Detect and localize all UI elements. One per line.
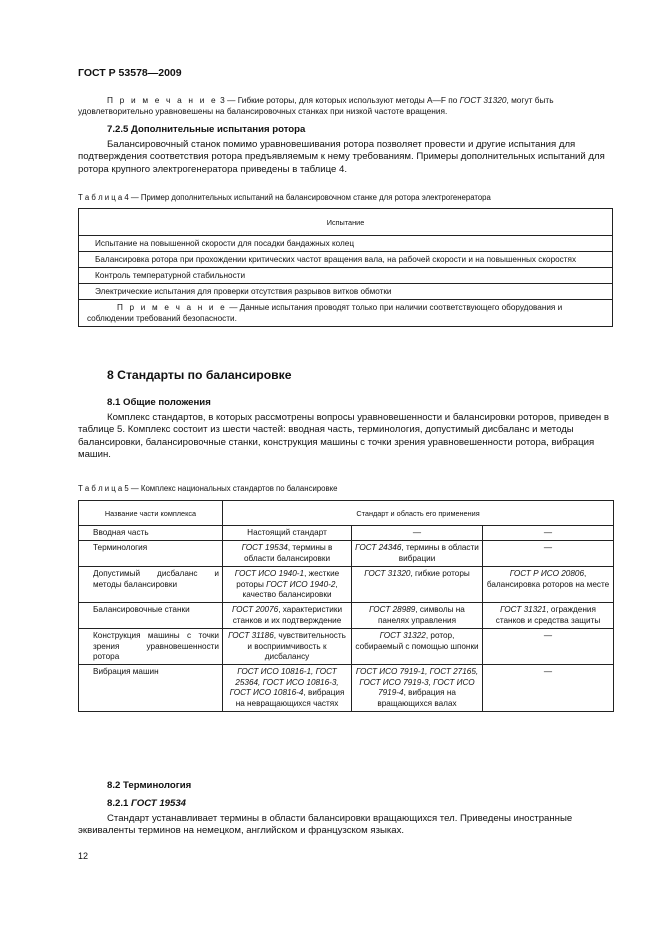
standard-scope: , термины в области вибрации <box>398 543 479 563</box>
table-5-part-name: Терминология <box>79 541 223 567</box>
standard-ref: ГОСТ 31320 <box>364 569 411 579</box>
table-4-cell: Испытание на повышенной скорости для посадки бандажных колец <box>79 236 613 252</box>
table-5-part-name: Балансировочные станки <box>79 603 223 629</box>
standard-ref: ГОСТ 19534 <box>241 543 288 553</box>
table-5-standard-cell <box>352 567 483 603</box>
standard-scope: — <box>543 528 553 537</box>
table-4-note <box>79 300 613 327</box>
table-4-row <box>79 268 613 284</box>
standard-ref: ГОСТ 20076 <box>231 605 279 615</box>
table-5-standard-cell <box>483 603 614 629</box>
table-5-part-name: Вибрация машин <box>79 665 223 712</box>
standard-scope: , балансировка роторов на месте <box>486 569 610 589</box>
standard-scope: , ограждения станков и средства защиты <box>495 605 601 625</box>
standard-scope: , чувствительность и восприимчивость к дисбалансу <box>247 631 346 662</box>
table-5-part-name: Вводная часть <box>79 526 223 541</box>
table-5-col-name: Название части комплекса <box>79 501 223 526</box>
table-4-caption: Т а б л и ц а 4 — Пример дополнительных испытаний на балансировочном станке для ротора электрогенератора <box>78 193 491 202</box>
note-3 <box>78 95 613 117</box>
standard-scope: , жесткие роторы <box>236 569 340 589</box>
table-4 <box>78 208 613 327</box>
table-5-standard-cell <box>483 629 614 665</box>
table-4-row <box>79 284 613 300</box>
standard-scope: , символы на панелях управления <box>377 605 465 625</box>
standard-scope: , характеристики станков и их подтверждение <box>232 605 343 625</box>
standard-scope: Настоящий стандарт <box>247 528 327 537</box>
table-5-row <box>79 541 614 567</box>
section-8-1-heading: 8.1 Общие положения <box>107 397 211 408</box>
table-4-cell: Электрические испытания для проверки отсутствия разрывов витков обмотки <box>79 284 613 300</box>
section-8-2-1-ref: ГОСТ 19534 <box>131 798 187 809</box>
section-8-2-heading: 8.2 Терминология <box>107 780 192 791</box>
standard-scope: , гибкие роторы <box>410 569 470 579</box>
section-8-2-1-heading <box>107 798 607 810</box>
standard-scope: , термины в области балансировки <box>243 543 333 563</box>
standard-ref: ГОСТ 28989 <box>369 605 416 615</box>
table-5-row <box>79 629 614 665</box>
table-5-standard-cell <box>223 665 352 712</box>
table-5-standard-cell <box>223 603 352 629</box>
table-5-row <box>79 567 614 603</box>
table-4-row <box>79 236 613 252</box>
table-5-standard-cell <box>223 567 352 603</box>
standard-scope: , вибрация на невращающихся частях <box>235 688 345 708</box>
table-5-col-standard: Стандарт и область его применения <box>223 501 614 526</box>
table-5-part-name: Конструкция машины с точки зрения уравновешенности ротора <box>79 629 223 665</box>
standard-scope: , качество балансировки <box>242 579 338 600</box>
table-5-standard-cell <box>483 526 614 541</box>
section-8-1-body: Комплекс стандартов, в которых рассмотрены вопросы уравновешенности и балансировки роторов, приведен в таблице 5. Комплекс состоит из шести частей: вводная часть, терминология, допустимый дисбаланс и методы балансировки, балансировочные станки, конструкция машины с точки зрения уравновешенности ротора, вибрация машин. <box>78 412 609 461</box>
section-7-2-5-body: Балансировочный станок помимо уравновешивания ротора позволяет провести и другие испытания для подтверждения соответствия ротора предъявляемым к нему требованиям. Примеры дополнительных испытаний для ротора крупного электрогенератора приведены в таблице 4. <box>78 139 605 175</box>
page-number: 12 <box>78 851 89 861</box>
table-5-row <box>79 603 614 629</box>
note-label: П р и м е ч а н и е <box>107 95 218 105</box>
section-8-2-1-body: Стандарт устанавливает термины в области балансировки вращающихся тел. Приведены иностранные эквиваленты терминов на немецком, английском и французском языках. <box>78 813 573 837</box>
standard-ref: ГОСТ ИСО 10816-1, ГОСТ 25364, ГОСТ ИСО 10816-3, ГОСТ ИСО 10816-4 <box>229 667 339 698</box>
table-5-standard-cell <box>352 541 483 567</box>
standard-ref: ГОСТ 24346 <box>355 543 402 553</box>
table-5-standard-cell <box>483 567 614 603</box>
table-5-row <box>79 526 614 541</box>
table-4-note-text: — Данные испытания проводят только при наличии соответствующего оборудования и соблюдении требований безопасности. <box>87 303 563 323</box>
table-5-standard-cell <box>352 629 483 665</box>
standard-ref: ГОСТ ИСО 1940-2 <box>266 579 336 589</box>
section-8-2-1-number: 8.2.1 <box>107 798 132 809</box>
table-4-row <box>79 252 613 268</box>
section-8-heading: 8 Стандарты по балансировке <box>107 368 292 382</box>
standard-ref: ГОСТ ИСО 1940-1 <box>234 569 305 579</box>
standard-ref: ГОСТ 31321 <box>500 605 547 615</box>
table-5-caption: Т а б л и ц а 5 — Комплекс национальных стандартов по балансировке <box>78 484 338 493</box>
standard-scope: , вибрация на вращающихся валах <box>377 688 457 708</box>
table-5-standard-cell <box>223 526 352 541</box>
standard-ref: ГОСТ 31322 <box>379 631 426 641</box>
standard-scope: — <box>412 528 422 537</box>
document-header: ГОСТ Р 53578—2009 <box>78 67 182 79</box>
table-5-standard-cell <box>483 665 614 712</box>
table-4-note-label: П р и м е ч а н и е <box>117 303 227 312</box>
table-4-cell: Контроль температурной стабильности <box>79 268 613 284</box>
note-text-2: , могут быть удовлетворительно уравновешены на балансировочных станках при низкой частоте вращения. <box>78 95 554 116</box>
table-5-standard-cell <box>352 603 483 629</box>
standard-ref: ГОСТ Р ИСО 20806 <box>509 569 585 579</box>
table-5 <box>78 500 614 712</box>
standard-scope: — <box>543 543 553 553</box>
table-5-standard-cell <box>483 541 614 567</box>
standard-scope: — <box>543 631 553 641</box>
table-4-header: Испытание <box>79 209 613 236</box>
note-ref: ГОСТ 31320 <box>459 95 507 105</box>
standard-scope: , ротор, собираемый с помощью шпонки <box>355 631 479 651</box>
table-5-standard-cell <box>352 665 483 712</box>
table-5-standard-cell <box>352 526 483 541</box>
table-5-standard-cell <box>223 629 352 665</box>
section-7-2-5-heading: 7.2.5 Дополнительные испытания ротора <box>107 124 306 135</box>
table-5-part-name: Допустимый дисбаланс и методы балансировки <box>79 567 223 603</box>
table-4-cell: Балансировка ротора при прохождении критических частот вращения вала, на рабочей скорости и на повышенных скоростях <box>79 252 613 268</box>
note-text-1: 3 — Гибкие роторы, для которых используют методы А—F по <box>220 95 460 105</box>
standard-scope: — <box>543 667 553 677</box>
table-5-standard-cell <box>223 541 352 567</box>
table-5-row <box>79 665 614 712</box>
standard-ref: ГОСТ 31186 <box>228 631 274 641</box>
standard-ref: ГОСТ ИСО 7919-1, ГОСТ 27165, ГОСТ ИСО 7919-3, ГОСТ ИСО 7919-4 <box>355 667 479 698</box>
